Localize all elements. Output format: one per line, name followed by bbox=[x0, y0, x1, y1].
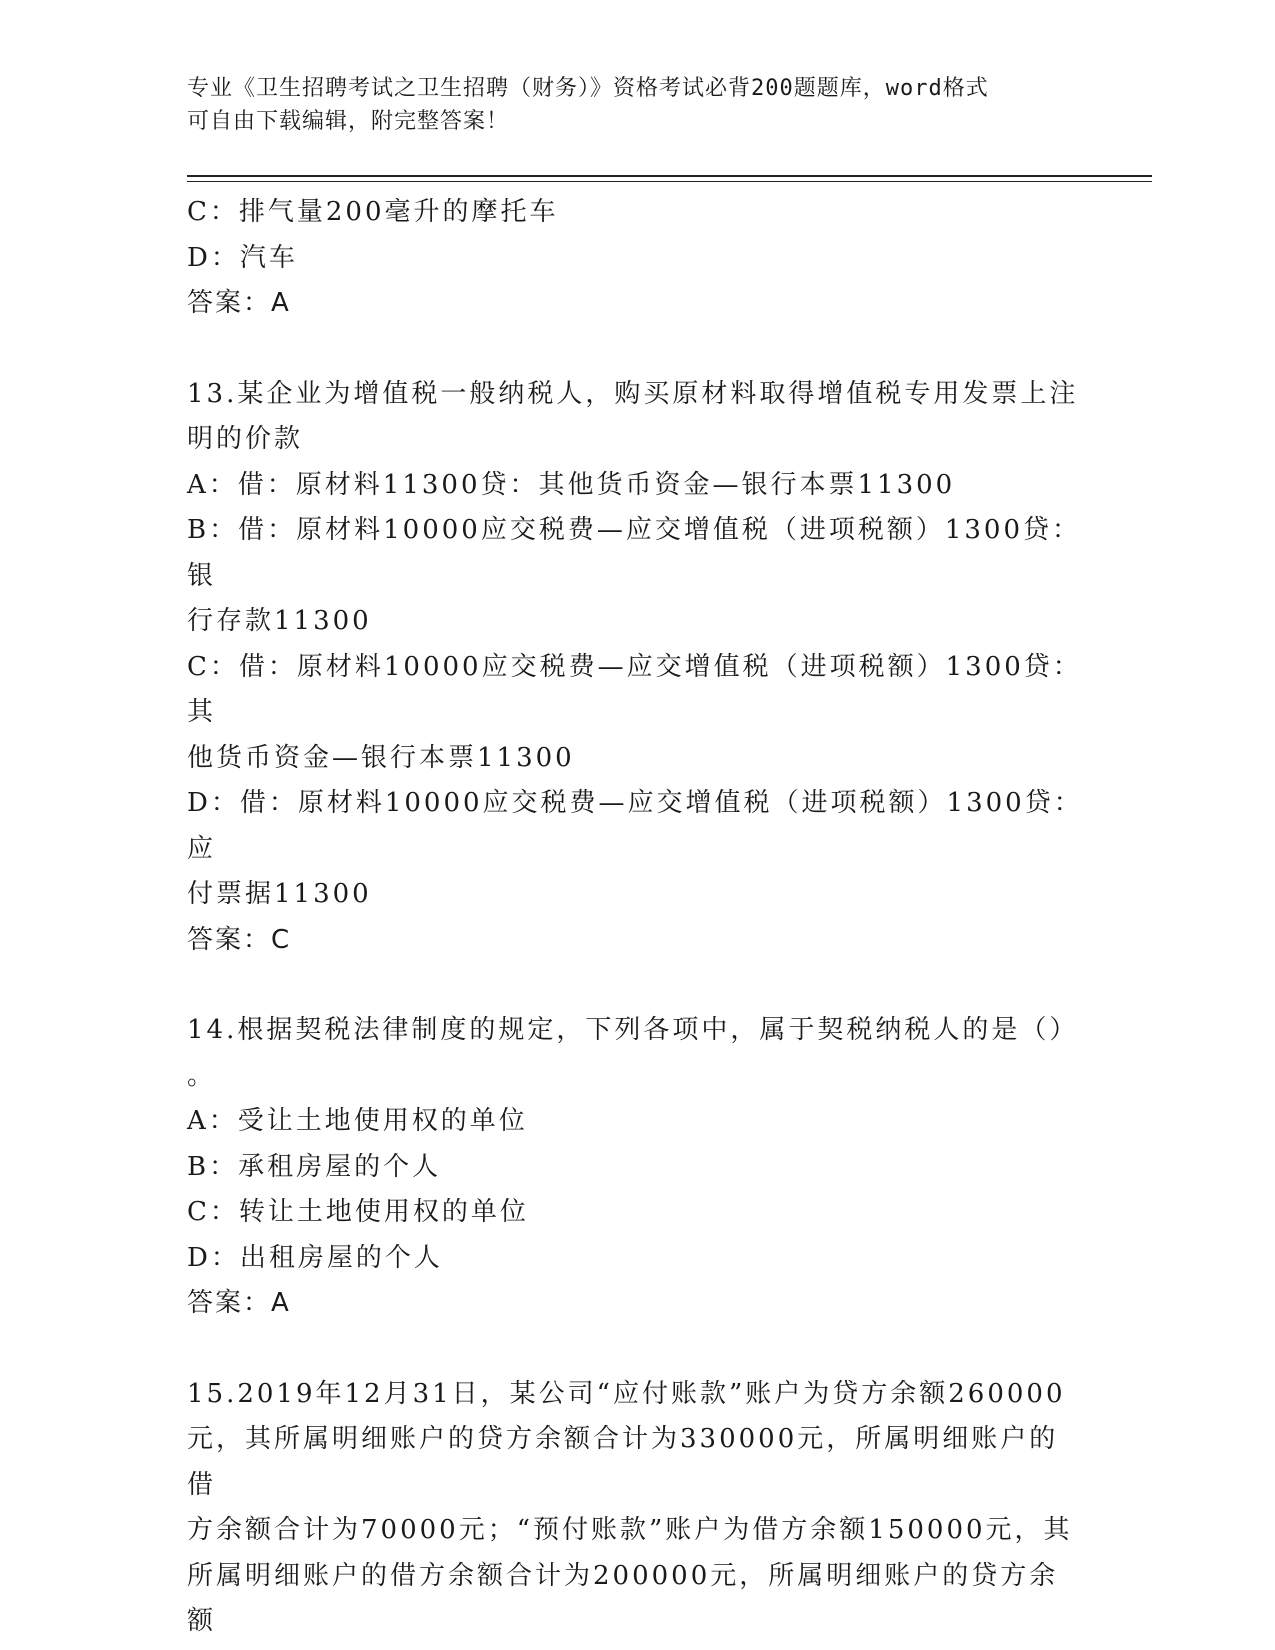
question-stem-cont: 所属明细账户的借方余额合计为200000元，所属明细账户的贷方余额 bbox=[187, 1560, 1059, 1636]
question-12 bbox=[187, 190, 1087, 327]
option-d: D：出租房屋的个人 bbox=[187, 1242, 443, 1273]
option-b: B：承租房屋的个人 bbox=[187, 1151, 442, 1182]
question-15 bbox=[187, 1372, 1087, 1645]
option-d: D：借：原材料10000应交税费—应交增值税（进项税额）1300贷：应 bbox=[187, 788, 1083, 864]
option-c: C：借：原材料10000应交税费—应交增值税（进项税额）1300贷：其 bbox=[187, 651, 1082, 727]
header-rule-thick bbox=[187, 175, 1152, 177]
question-content bbox=[187, 190, 1087, 1645]
question-stem: 15.2019年12月31日，某公司“应付账款”账户为贷方余额260000 bbox=[187, 1378, 1066, 1409]
header-rule-thin bbox=[187, 181, 1152, 182]
document-header bbox=[187, 72, 1067, 138]
option-d: D：汽车 bbox=[187, 242, 298, 273]
header-line-1: 专业《卫生招聘考试之卫生招聘（财务）》资格考试必背200题题库，word格式 bbox=[187, 76, 989, 101]
question-stem-cont: 。 bbox=[187, 1060, 217, 1091]
option-b: B：借：原材料10000应交税费—应交增值税（进项税额）1300贷：银 bbox=[187, 515, 1081, 591]
answer: 答案：A bbox=[187, 1288, 291, 1318]
question-14 bbox=[187, 1008, 1087, 1327]
question-stem: 14.根据契税法律制度的规定，下列各项中，属于契税纳税人的是（） bbox=[187, 1015, 1079, 1045]
question-stem-cont: 明的价款 bbox=[187, 424, 304, 454]
answer: 答案：A bbox=[187, 288, 291, 318]
option-c: C：排气量200毫升的摩托车 bbox=[187, 197, 559, 227]
option-c: C：转让土地使用权的单位 bbox=[187, 1197, 529, 1227]
question-13 bbox=[187, 372, 1087, 964]
option-c-cont: 他货币资金—银行本票11300 bbox=[187, 742, 575, 773]
option-a: A：借：原材料11300贷：其他货币资金—银行本票11300 bbox=[187, 469, 956, 500]
question-stem-cont: 方余额合计为70000元；“预付账款”账户为借方余额150000元，其 bbox=[187, 1515, 1073, 1545]
question-stem: 13.某企业为增值税一般纳税人，购买原材料取得增值税专用发票上注 bbox=[187, 378, 1079, 409]
header-line-2: 可自由下载编辑，附完整答案！ bbox=[187, 109, 510, 134]
option-a: A：受让土地使用权的单位 bbox=[187, 1106, 528, 1136]
option-d-cont: 付票据11300 bbox=[187, 879, 372, 909]
question-stem-cont: 元，其所属明细账户的贷方余额合计为330000元，所属明细账户的借 bbox=[187, 1424, 1059, 1500]
option-b-cont: 行存款11300 bbox=[187, 606, 372, 636]
answer: 答案：C bbox=[187, 924, 292, 955]
